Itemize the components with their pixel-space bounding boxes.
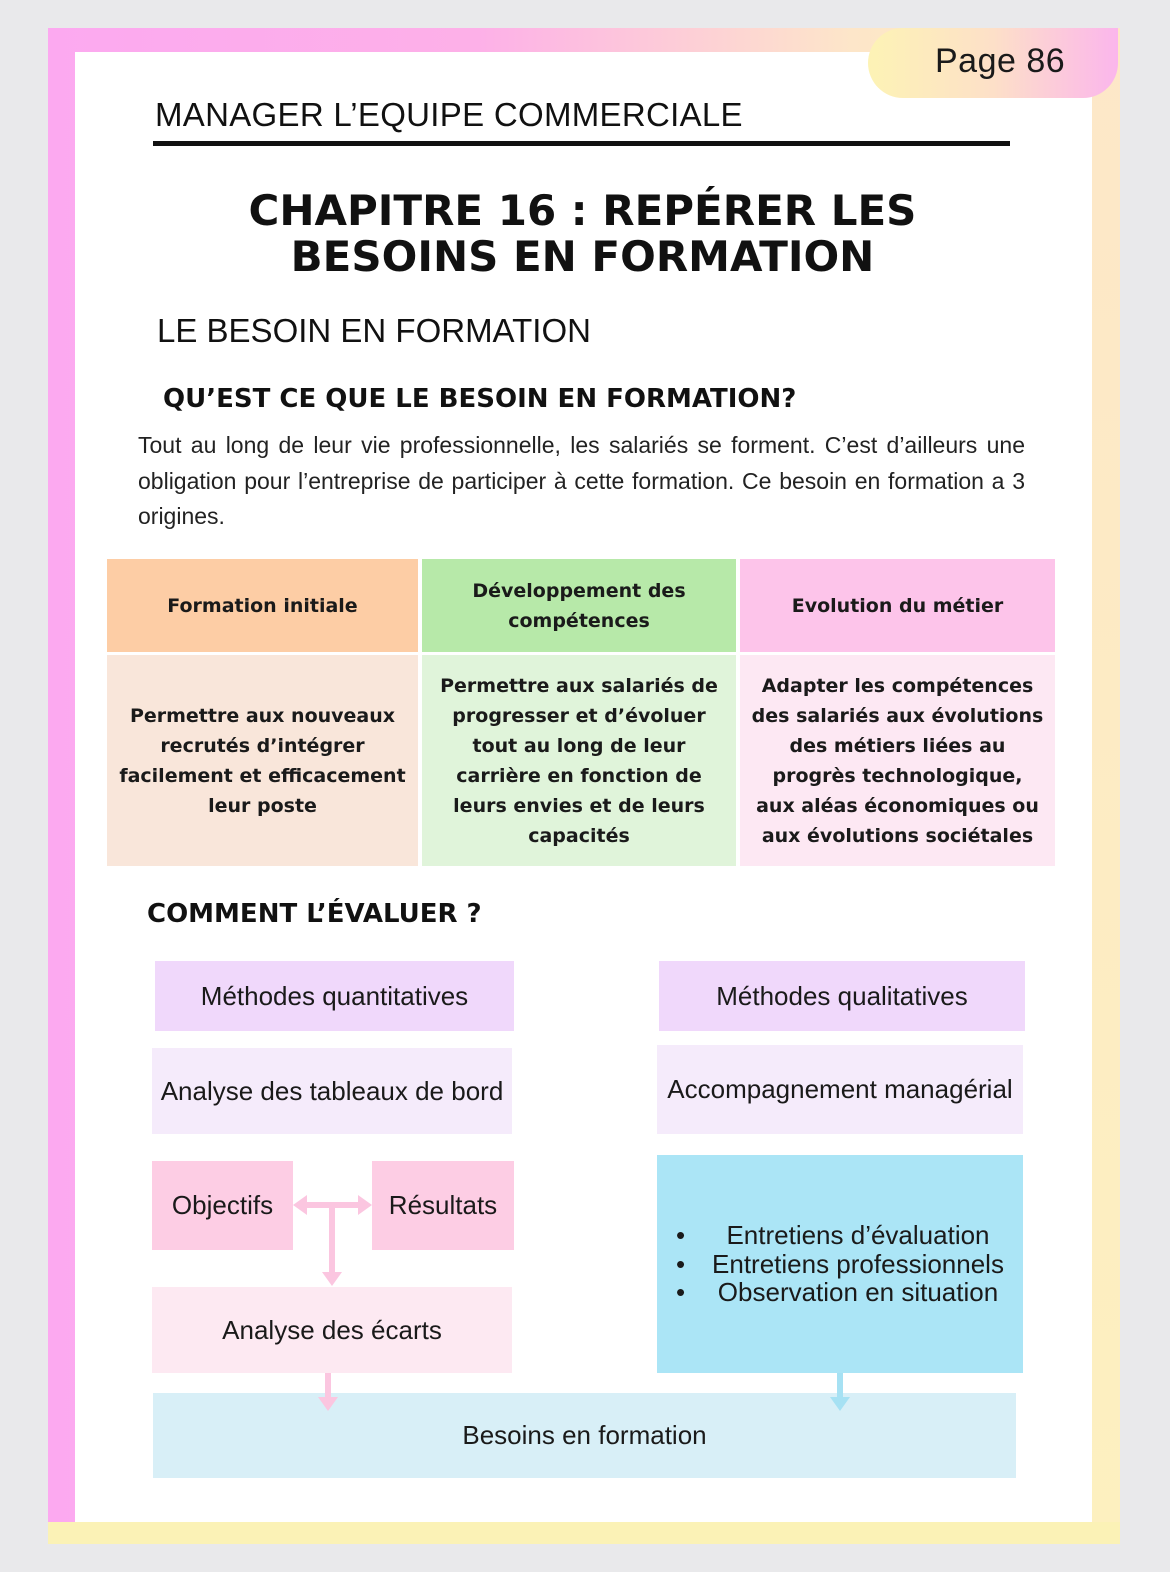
running-header: MANAGER L’EQUIPE COMMERCIALE [155,96,743,133]
chapter-title-line-1: CHAPITRE 16 : REPÉRER LES [248,186,917,235]
origin-header-initial: Formation initiale [107,559,418,652]
header-rule [153,141,1010,146]
intro-paragraph: Tout au long de leur vie professionnelle, les salariés se forment. C’est d’ailleurs une obligation pour l’entreprise de participer à cette formation. Ce besoin en formation a 3 origines. [138,432,1025,529]
managerial-support-box: Accompagnement managérial [657,1045,1023,1134]
section-title: LE BESOIN EN FORMATION [157,312,591,349]
chapter-title [160,188,1005,280]
results-box: Résultats [372,1161,514,1250]
list-item: • Entretiens professionnels [676,1250,1004,1279]
gap-analysis-box: Analyse des écarts [152,1287,512,1373]
page-number: Page 86 [935,42,1066,80]
page-border-right [1092,28,1120,1544]
list-item: • Observation en situation [676,1278,1004,1307]
question-heading: QU’EST CE QUE LE BESOIN EN FORMATION? [163,384,797,414]
objectives-box: Objectifs [152,1161,293,1250]
page-border-bottom [48,1522,1120,1544]
qualitative-methods-list [657,1155,1023,1373]
origin-text-initial: Permettre aux nouveaux recrutés d’intégrer facilement et efficacement leur poste [107,655,418,866]
dashboard-analysis-box: Analyse des tableaux de bord [152,1048,512,1134]
origin-text-job-evolution: Adapter les compétences des salariés aux évolutions des métiers liées au progrès technologique, aux aléas économiques ou aux évolutions sociétales [740,655,1055,866]
origin-header-job-evolution: Evolution du métier [740,559,1055,652]
quantitative-methods-box: Méthodes quantitatives [155,961,514,1031]
origin-text-skills: Permettre aux salariés de progresser et d’évoluer tout au long de leur carrière en fonction de leurs envies et de leurs capacités [422,655,736,866]
chapter-title-line-2: BESOINS EN FORMATION [290,232,875,281]
training-needs-box: Besoins en formation [153,1393,1016,1478]
list-item: • Entretiens d’évaluation [676,1221,1004,1250]
evaluation-heading: COMMENT L’ÉVALUER ? [147,899,482,929]
origin-header-skills: Développement des compétences [422,559,736,652]
qualitative-methods-box: Méthodes qualitatives [659,961,1025,1031]
